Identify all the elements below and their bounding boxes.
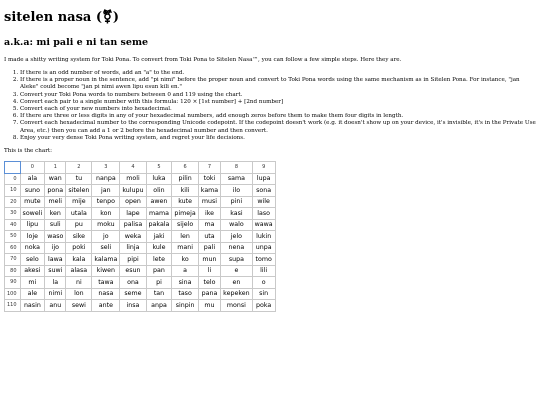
table-row [5,265,276,277]
table-cell: o [252,277,275,289]
table-cell: kili [172,185,198,197]
table-cell: nasin [20,300,45,312]
table-cell: linja [120,242,146,254]
table-cell: kepeken [221,288,252,300]
step-item: 3. Convert your Toki Pona words to numbers between 0 and 119 using the chart. [20,92,536,99]
step-item: 8. Enjoy your very dense Toki Pona writing system, and regret your life decisions. [20,135,536,142]
table-cell: luka [146,173,172,185]
step-item: 6. If there are three or less digits in any of your hexadecimal numbers, add enough zeros before them to make them four digits in length. [20,113,536,120]
table-cell: pali [198,242,220,254]
column-header: 6 [172,162,198,174]
table-cell: pipi [120,254,146,266]
table-cell: tenpo [92,196,120,208]
table-cell: lete [146,254,172,266]
word-chart [4,161,276,312]
table-cell: noka [20,242,45,254]
table-cell: poka [252,300,275,312]
table-cell: kasi [221,208,252,220]
column-header: 4 [120,162,146,174]
table-cell: wan [45,173,66,185]
table-cell: mani [172,242,198,254]
table-cell: alasa [66,265,92,277]
table-cell: kon [92,208,120,220]
step-item: 4. Convert each pair to a single number with this formula: 120 × [1st number] + [2nd number] [20,99,536,106]
table-cell: open [120,196,146,208]
chart-body [5,173,276,311]
table-cell: nanpa [92,173,120,185]
table-cell: lukin [252,231,275,243]
table-row [5,173,276,185]
table-cell: moku [92,219,120,231]
table-cell: taso [172,288,198,300]
table-cell: ale [20,288,45,300]
row-header: 0 [5,173,21,185]
table-cell: awen [146,196,172,208]
row-header: 20 [5,196,21,208]
table-cell: utala [66,208,92,220]
table-cell: wawa [252,219,275,231]
table-cell: monsi [221,300,252,312]
table-cell: lon [66,288,92,300]
column-header: 3 [92,162,120,174]
table-cell: weka [120,231,146,243]
table-cell: pini [221,196,252,208]
table-cell: ko [172,254,198,266]
table-cell: kulupu [120,185,146,197]
table-cell: soweli [20,208,45,220]
step-item: 2. If there is a proper noun in the sentence, add "pi nimi" before the proper noun and convert to Toki Pona words using the same mechanism as in Sitelen Pona. For instance, "jan Aleke" could become "jan pi nimi awen lipu esun kili en." [20,77,536,91]
table-cell: mi [20,277,45,289]
step-item: 7. Convert each hexadecimal number to the corresponding Unicode codepoint. If the codepoint doesn't work (e.g. it doesn't show up on your device, it's invisible, it's in the Private Use Area, etc.) then you can add a 1 or 2 before the hexadecimal number and then convert. [20,120,536,134]
row-header: 40 [5,219,21,231]
table-cell: mute [20,196,45,208]
chart-corner-cell[interactable] [5,162,21,174]
table-cell: tomo [252,254,275,266]
table-cell: lili [252,265,275,277]
table-cell: a [172,265,198,277]
table-cell: kama [198,185,220,197]
table-row [5,231,276,243]
table-cell: ona [120,277,146,289]
table-cell: jelo [221,231,252,243]
chart-header-row [5,162,276,174]
steps-list [4,70,536,142]
table-cell: kule [146,242,172,254]
table-cell: pi [146,277,172,289]
table-cell: insa [120,300,146,312]
table-cell: laso [252,208,275,220]
table-cell: nimi [45,288,66,300]
table-cell: ken [45,208,66,220]
table-cell: toki [198,173,220,185]
table-cell: suno [20,185,45,197]
table-cell: pilin [172,173,198,185]
table-cell: tan [146,288,172,300]
table-cell: en [221,277,252,289]
column-header: 9 [252,162,275,174]
table-cell: wile [252,196,275,208]
table-cell: mije [66,196,92,208]
step-item: 1. If there is an odd number of words, add an "a" to the end. [20,70,536,77]
table-cell: jan [92,185,120,197]
table-cell: supa [221,254,252,266]
table-cell: seme [120,288,146,300]
table-cell: unpa [252,242,275,254]
table-cell: seli [92,242,120,254]
table-row [5,300,276,312]
table-cell: akesi [20,265,45,277]
table-cell: jaki [146,231,172,243]
table-cell: lipu [20,219,45,231]
table-cell: nasa [92,288,120,300]
table-cell: ijo [45,242,66,254]
table-row [5,208,276,220]
table-row [5,288,276,300]
chart-intro: This is the chart: [4,148,53,155]
table-cell: ike [198,208,220,220]
table-cell: kala [66,254,92,266]
table-cell: ni [66,277,92,289]
table-cell: sinpin [172,300,198,312]
intro-paragraph: I made a shitty writing system for Toki Pona. To convert from Toki Pona to Sitelen Nasa™, you can follow a few simple steps. Here they are. [4,57,402,63]
table-cell: sitelen [66,185,92,197]
table-cell: loje [20,231,45,243]
table-cell: tu [66,173,92,185]
table-cell: pana [198,288,220,300]
row-header: 30 [5,208,21,220]
table-cell: mama [146,208,172,220]
column-header: 7 [198,162,220,174]
row-header: 90 [5,277,21,289]
table-cell: sin [252,288,275,300]
table-cell: lupa [252,173,275,185]
table-row [5,196,276,208]
table-cell: mun [198,254,220,266]
page-subtitle: a.k.a: mi pali e ni tan seme [4,37,149,48]
table-cell: telo [198,277,220,289]
table-cell: sama [221,173,252,185]
table-cell: sewi [66,300,92,312]
table-cell: anpa [146,300,172,312]
table-cell: sina [172,277,198,289]
table-cell: kalama [92,254,120,266]
table-cell: jo [92,231,120,243]
row-header: 80 [5,265,21,277]
table-cell: meli [45,196,66,208]
step-item: 5. Convert each of your new numbers into hexadecimal. [20,106,536,113]
table-cell: moli [120,173,146,185]
column-header: 2 [66,162,92,174]
table-cell: ante [92,300,120,312]
table-cell: pan [146,265,172,277]
table-cell: suli [45,219,66,231]
table-cell: mu [198,300,220,312]
table-cell: lape [120,208,146,220]
table-cell: sona [252,185,275,197]
table-cell: ilo [221,185,252,197]
table-cell: palisa [120,219,146,231]
table-cell: esun [120,265,146,277]
table-cell: olin [146,185,172,197]
table-row [5,242,276,254]
table-cell: sijelo [172,219,198,231]
table-row [5,254,276,266]
row-header: 110 [5,300,21,312]
table-cell: selo [20,254,45,266]
table-cell: ala [20,173,45,185]
row-header: 10 [5,185,21,197]
table-cell: len [172,231,198,243]
table-cell: pona [45,185,66,197]
table-cell: uta [198,231,220,243]
table-cell: nena [221,242,252,254]
table-cell: walo [221,219,252,231]
column-header: 0 [20,162,45,174]
table-cell: tawa [92,277,120,289]
table-cell: pakala [146,219,172,231]
row-header: 100 [5,288,21,300]
row-header: 70 [5,254,21,266]
table-cell: e [221,265,252,277]
column-header: 5 [146,162,172,174]
column-header: 8 [221,162,252,174]
table-cell: anu [45,300,66,312]
table-cell: waso [45,231,66,243]
column-header: 1 [45,162,66,174]
table-cell: musi [198,196,220,208]
table-cell: pimeja [172,208,198,220]
page-title: sitelen nasa (⚧) [4,10,120,25]
row-header: 60 [5,242,21,254]
table-cell: lawa [45,254,66,266]
table-cell: pu [66,219,92,231]
table-cell: sike [66,231,92,243]
table-cell: kiwen [92,265,120,277]
table-cell: ma [198,219,220,231]
table-row [5,277,276,289]
table-cell: li [198,265,220,277]
row-header: 50 [5,231,21,243]
table-cell: poki [66,242,92,254]
table-cell: kute [172,196,198,208]
table-row [5,219,276,231]
table-row [5,185,276,197]
table-cell: la [45,277,66,289]
table-cell: suwi [45,265,66,277]
